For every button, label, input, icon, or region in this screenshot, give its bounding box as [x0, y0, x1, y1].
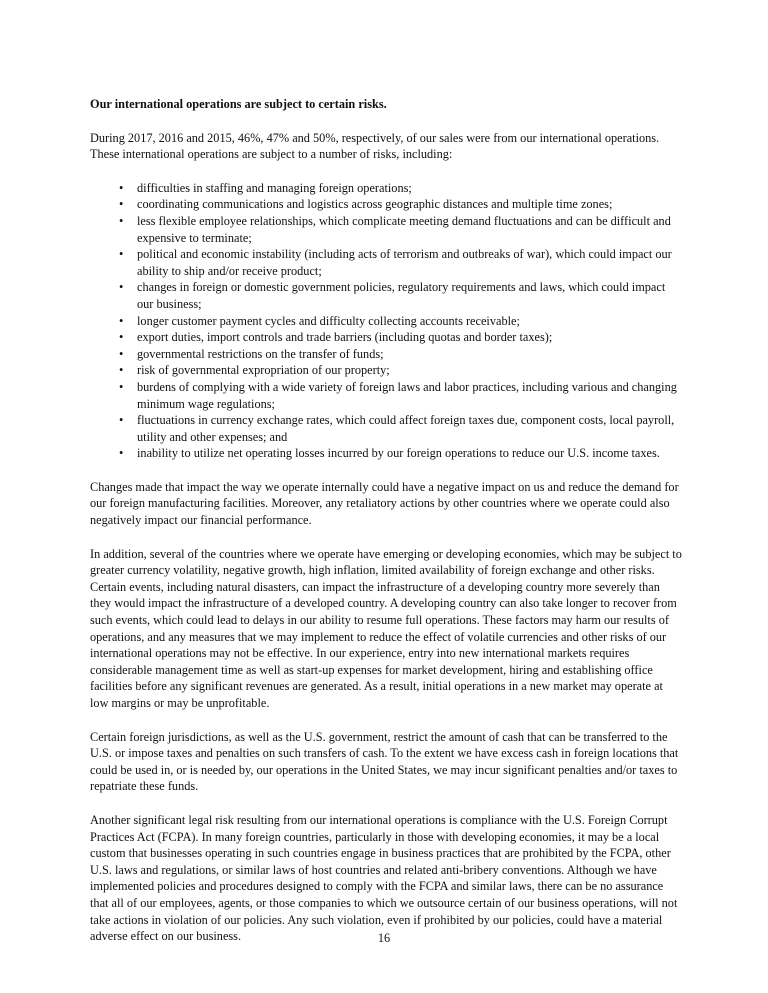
bullet-icon: • [119, 197, 124, 212]
list-item-text: risk of governmental expropriation of our property; [137, 363, 390, 378]
list-item [119, 379, 682, 412]
paragraph-emerging-economies: In addition, several of the countries where we operate have emerging or developing economies, which may be subject to greater currency volatility, negative growth, high inflation, limited availability of foreign exchange and other risks. Certain events, including natural disasters, can impact the infrastructure of a developing country more severely than they would impact the infrastructure of a developed country. A developing country can also take longer to recover from such events, which could lead to delays in our ability to resume full operations. These factors may harm our results of operations, and any measures that we may implement to reduce the effect of volatile currencies and other risks of our international operations may not be effective. In our experience, entry into new international markets requires considerable management time as well as start-up expenses for market development, hiring and establishing office facilities before any significant revenues are generated. As a result, initial operations in a new market may operate at low margins or may be unprofitable. [90, 546, 682, 710]
paragraph-internal-changes: Changes made that impact the way we operate internally could have a negative impact on us and reduce the demand for our foreign manufacturing facilities. Moreover, any retaliatory actions by other countries where we operate could also negatively impact our financial performance. [90, 479, 679, 528]
list-item [119, 180, 682, 197]
bullet-icon: • [119, 363, 124, 378]
list-item [119, 279, 682, 312]
bullet-icon: • [119, 413, 124, 428]
list-item [119, 445, 682, 462]
section-heading: Our international operations are subject to certain risks. [90, 97, 387, 111]
list-item [119, 213, 682, 246]
list-item-text: less flexible employee relationships, which complicate meeting demand fluctuations and can be difficult and expensive to terminate; [137, 213, 671, 245]
list-item-text: changes in foreign or domestic government policies, regulatory requirements and laws, which could impact our business; [137, 280, 666, 311]
bullet-icon: • [119, 247, 124, 262]
list-item-text: coordinating communications and logistics across geographic distances and multiple time zones; [137, 197, 613, 212]
paragraph-cash-restrictions: Certain foreign jurisdictions, as well as the U.S. government, restrict the amount of cash that can be transferred to the U.S. or impose taxes and penalties on such transfers of cash. To the extent we have excess cash in foreign locations that could be used in, or is needed by, our operations in the United States, we may incur significant penalties and/or taxes to repatriate these funds. [90, 729, 679, 794]
list-item-text: fluctuations in currency exchange rates, which could affect foreign taxes due, component costs, local payroll, utility and other expenses; and [137, 413, 675, 444]
bullet-icon: • [119, 313, 124, 328]
bullet-icon: • [119, 280, 124, 295]
list-item [119, 346, 682, 363]
document-body [90, 96, 682, 962]
risk-list [90, 180, 682, 462]
list-item [119, 196, 682, 213]
intro-paragraph: During 2017, 2016 and 2015, 46%, 47% and 50%, respectively, of our sales were from our international operations. These international operations are subject to a number of risks, including: [90, 130, 660, 162]
bullet-icon: • [119, 346, 124, 361]
bullet-icon: • [119, 330, 124, 345]
list-item [119, 313, 682, 330]
list-item-text: inability to utilize net operating losses incurred by our foreign operations to reduce our U.S. income taxes. [137, 446, 660, 461]
list-item-text: difficulties in staffing and managing foreign operations; [137, 180, 412, 195]
page-number: 16 [377, 931, 391, 945]
list-item-text: governmental restrictions on the transfer of funds; [137, 346, 384, 361]
list-item [119, 362, 682, 379]
list-item [119, 329, 682, 346]
paragraph-fcpa: Another significant legal risk resulting from our international operations is compliance with the U.S. Foreign Corrupt Practices Act (FCPA). In many foreign countries, particularly in those with developing economies, it may be a local custom that businesses operating in such countries engage in business practices that are prohibited by the FCPA, other U.S. laws and regulations, or similar laws of host countries and related anti-bribery conventions. Although we have implemented policies and procedures designed to comply with the FCPA and similar laws, there can be no assurance that all of our employees, agents, or those companies to which we outsource certain of our business operations, will not take actions in violation of our policies. Any such violation, even if prohibited by our policies, could have a material adverse effect on our business. [90, 812, 678, 944]
list-item-text: longer customer payment cycles and difficulty collecting accounts receivable; [137, 313, 520, 328]
bullet-icon: • [119, 379, 124, 394]
bullet-icon: • [119, 180, 124, 195]
list-item-text: export duties, import controls and trade barriers (including quotas and border taxes); [137, 330, 553, 345]
list-item [119, 412, 682, 445]
list-item-text: burdens of complying with a wide variety of foreign laws and labor practices, including various and changing minimum wage regulations; [137, 379, 677, 411]
list-item [119, 246, 682, 279]
bullet-icon: • [119, 213, 124, 228]
list-item-text: political and economic instability (including acts of terrorism and outbreaks of war), which could impact our ability to ship and/or receive product; [137, 247, 672, 278]
bullet-icon: • [119, 446, 124, 461]
